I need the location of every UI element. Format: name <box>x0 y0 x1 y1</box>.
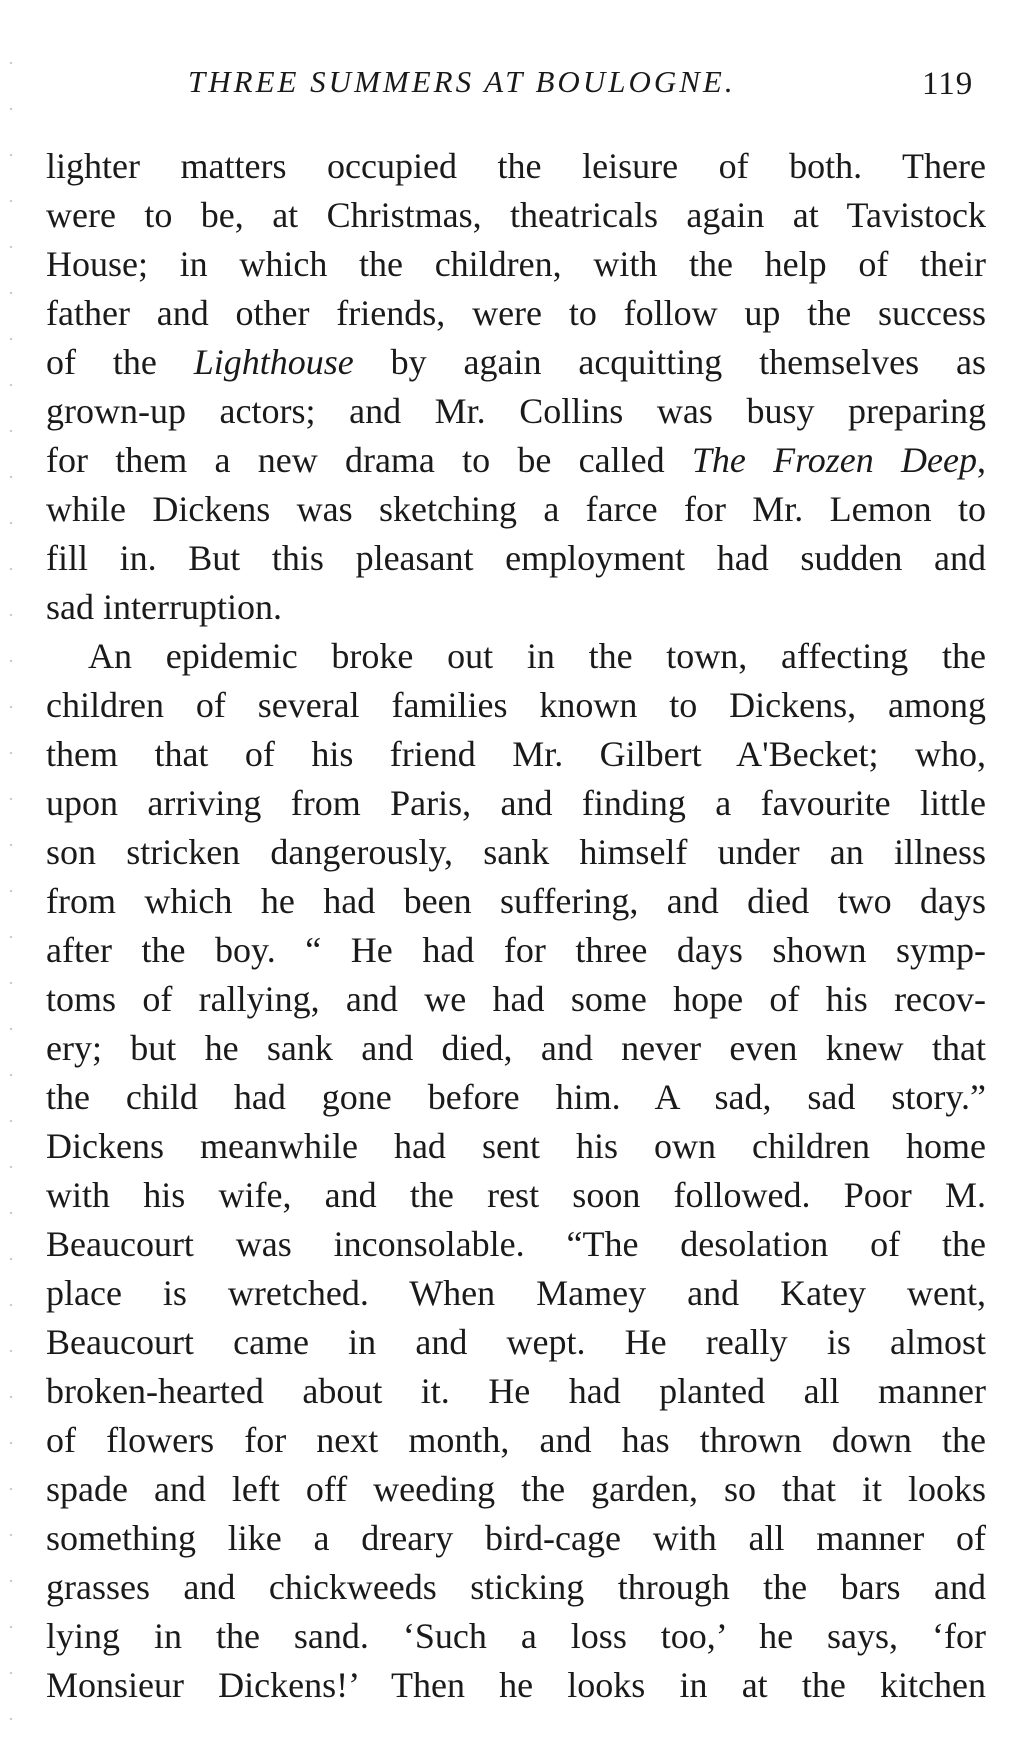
page-number: 119 <box>922 66 974 102</box>
text-line: place is wretched. When Mamey and Katey went, <box>46 1273 986 1313</box>
text-line: were to be, at Christmas, theatricals again at Tavistock <box>46 195 986 235</box>
text-line: with his wife, and the rest soon followed. Poor M. <box>46 1175 986 1215</box>
text-line: House; in which the children, with the help of their <box>46 244 986 284</box>
text-line: son stricken dangerously, sank himself under an illness <box>46 832 986 872</box>
text-line: ery; but he sank and died, and never even knew that <box>46 1028 986 1068</box>
text-line: sad interruption. <box>46 587 282 627</box>
text-line: Beaucourt came in and wept. He really is almost <box>46 1322 986 1362</box>
text-line: something like a dreary bird-cage with all manner of <box>46 1518 986 1558</box>
text-line: grasses and chickweeds sticking through the bars and <box>46 1567 986 1607</box>
text-line: spade and left off weeding the garden, so that it looks <box>46 1469 986 1509</box>
text-line: from which he had been suffering, and died two days <box>46 881 986 921</box>
running-head <box>0 58 1033 108</box>
text-line: of flowers for next month, and has thrown down the <box>46 1420 986 1460</box>
text-line: lighter matters occupied the leisure of both. There <box>46 146 986 186</box>
text-line: grown-up actors; and Mr. Collins was busy preparing <box>46 391 986 431</box>
text-line: children of several families known to Dickens, among <box>46 685 986 725</box>
text-line: Dickens meanwhile had sent his own children home <box>46 1126 986 1166</box>
running-title: THREE SUMMERS AT BOULOGNE. <box>188 64 736 99</box>
text-line: after the boy. “ He had for three days shown symp- <box>46 930 986 970</box>
text-line: while Dickens was sketching a farce for Mr. Lemon to <box>46 489 986 529</box>
text-line: father and other friends, were to follow up the success <box>46 293 986 333</box>
text-line: lying in the sand. ‘Such a loss too,’ he says, ‘for <box>46 1616 986 1656</box>
body-text <box>46 142 986 1710</box>
margin-speckles <box>4 40 18 1720</box>
text-line: toms of rallying, and we had some hope of his recov- <box>46 979 986 1019</box>
text-line: for them a new drama to be called The Frozen Deep, <box>46 440 987 480</box>
text-line: broken-hearted about it. He had planted all manner <box>46 1371 986 1411</box>
italic-title: Lighthouse <box>193 342 354 382</box>
italic-title: The Frozen Deep <box>691 440 978 480</box>
text-line: fill in. But this pleasant employment had sudden and <box>46 538 986 578</box>
text-line: of the Lighthouse by again acquitting themselves as <box>46 342 987 382</box>
text-line: An epidemic broke out in the town, affecting the <box>88 636 986 676</box>
text-line: Beaucourt was inconsolable. “The desolation of the <box>46 1224 986 1264</box>
text-line: Monsieur Dickens!’ Then he looks in at the kitchen <box>46 1665 986 1705</box>
text-line: them that of his friend Mr. Gilbert A'Becket; who, <box>46 734 986 774</box>
text-line: the child had gone before him. A sad, sad story.” <box>46 1077 986 1117</box>
text-line: upon arriving from Paris, and finding a favourite little <box>46 783 986 823</box>
